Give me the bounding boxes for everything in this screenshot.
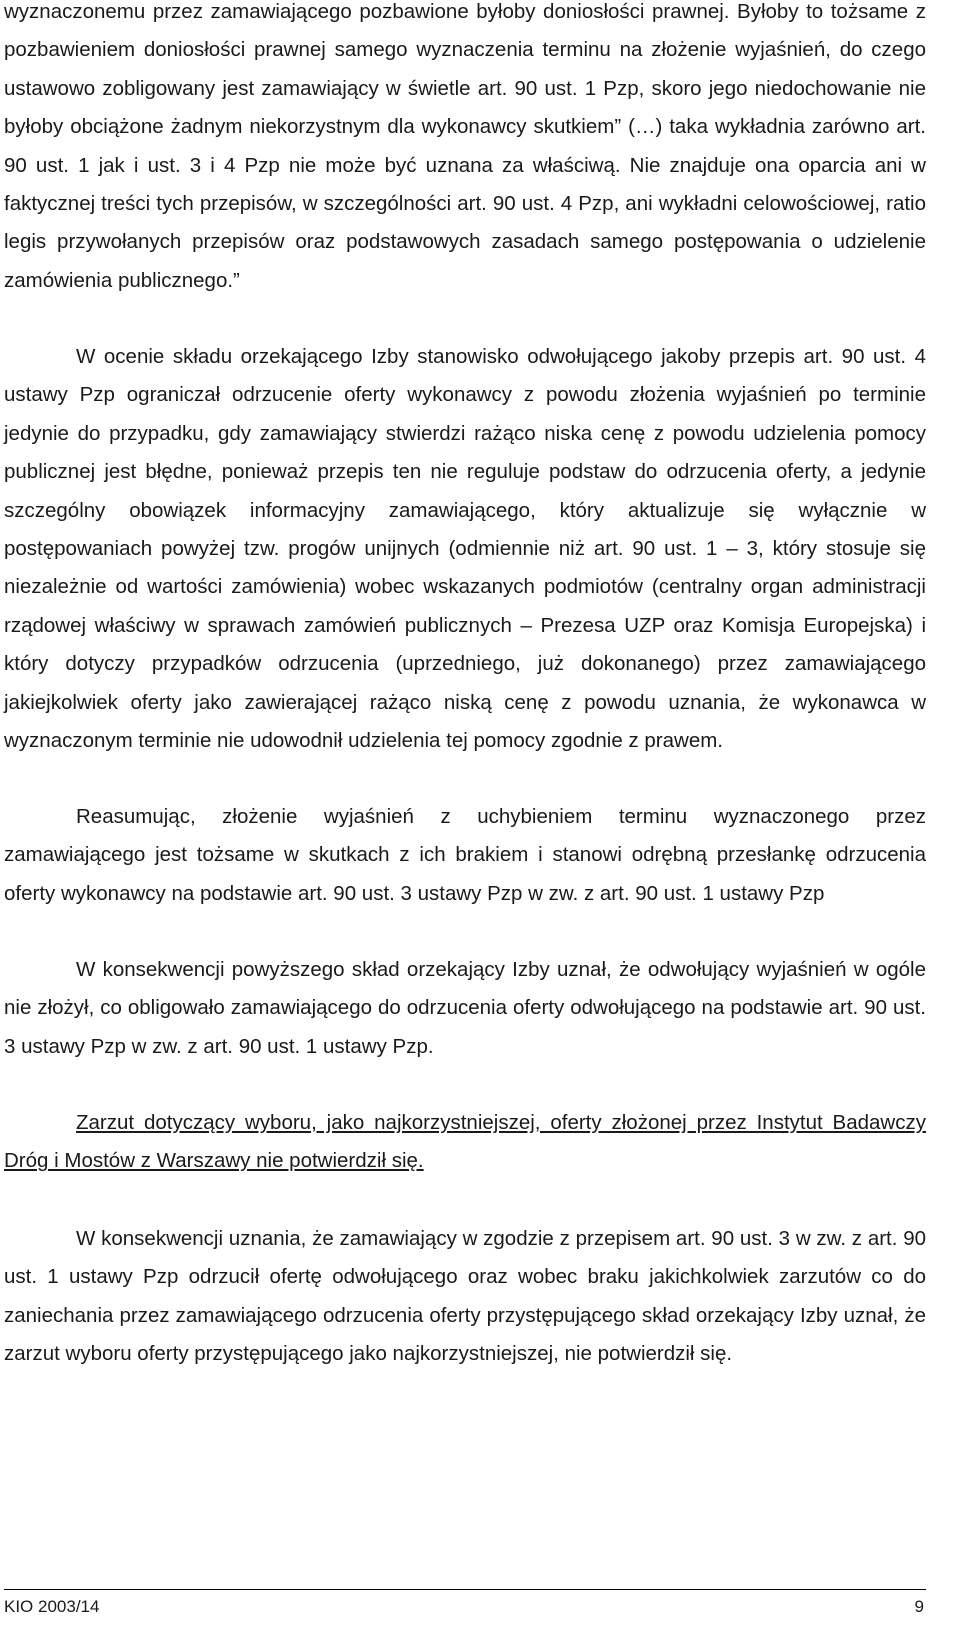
footer-page-number: 9 [914,1597,924,1616]
paragraph-conclusion: W konsekwencji uznania, że zamawiający w zgodzie z przepisem art. 90 ust. 3 w zw. z art. 90 ust. 1 ustawy Pzp odrzucił ofertę odwołującego oraz wobec braku jakichkolwiek zarzutów co do zaniechania przez zamawiającego odrzucenia oferty przystępującego skład orzekający Izby uznał, że zarzut wyboru oferty przystępującego jako najkorzystniejszej, nie potwierdził się. [4,1227,926,1366]
footer-divider [4,1589,926,1590]
paragraph-summary: Reasumując, złożenie wyjaśnień z uchybieniem terminu wyznaczonego przez zamawiającego jest tożsame w skutkach z ich brakiem i stanowi odrębną przesłankę odrzucenia oferty wykonawcy na podstawie art. 90 ust. 3 ustawy Pzp w zw. z art. 90 ust. 1 ustawy Pzp [4,805,926,905]
paragraph-quote-continuation: wyznaczonemu przez zamawiającego pozbawione byłoby doniosłości prawnej. Byłoby to tożsame z pozbawieniem doniosłości prawnej samego wyznaczenia terminu na złożenie wyjaśnień, do czego ustawowo zobligowany jest zamawiający w świetle art. 90 ust. 1 Pzp, skoro jego niedochowanie nie byłoby obciążone żadnym niekorzystnym dla wykonawcy skutkiem” (…) taka wykładnia zarówno art. 90 ust. 1 jak i ust. 3 i 4 Pzp nie może być uznana za właściwą. Nie znajduje ona oparcia ani w faktycznej treści tych przepisów, w szczególności art. 90 ust. 4 Pzp, ani wykładni celowościowej, ratio legis przywołanych przepisów oraz podstawowych zasadach samego postępowania o udzielenie zamówienia publicznego.” [4,0,926,292]
section-heading-underlined: Zarzut dotyczący wyboru, jako najkorzystniejszej, oferty złożonej przez Instytut Badawczy Dróg i Mostów z Warszawy nie potwierdził się. [4,1111,926,1173]
paragraph-chamber-assessment: W ocenie składu orzekającego Izby stanowisko odwołującego jakoby przepis art. 90 ust. 4 ustawy Pzp ograniczał odrzucenie oferty wykonawcy z powodu złożenia wyjaśnień po terminie jedynie do przypadku, gdy zamawiający stwierdzi rażąco niska cenę z powodu udzielenia pomocy publicznej jest błędne, ponieważ przepis ten nie reguluje podstaw do odrzucenia oferty, a jedynie szczególny obowiązek informacyjny zamawiającego, który aktualizuje się wyłącznie w postępowaniach powyżej tzw. progów unijnych (odmiennie niż art. 90 ust. 1 – 3, który stosuje się niezależnie od wartości zamówienia) wobec wskazanych podmiotów (centralny organ administracji rządowej właściwy w sprawach zamówień publicznych – Prezesa UZP oraz Komisja Europejska) i który dotyczy przypadków odrzucenia (uprzedniego, już dokonanego) przez zamawiającego jakiejkolwiek oferty jako zawierającej rażąco niską cenę z powodu uznania, że wykonawca w wyznaczonym terminie nie udowodnił udzielenia tej pomocy zgodnie z prawem. [4,345,926,753]
footer-case-number: KIO 2003/14 [4,1597,100,1616]
paragraph-consequence: W konsekwencji powyższego skład orzekający Izby uznał, że odwołujący wyjaśnień w ogóle nie złożył, co obligowało zamawiającego do odrzucenia oferty odwołującego na podstawie art. 90 ust. 3 ustawy Pzp w zw. z art. 90 ust. 1 ustawy Pzp. [4,958,926,1058]
